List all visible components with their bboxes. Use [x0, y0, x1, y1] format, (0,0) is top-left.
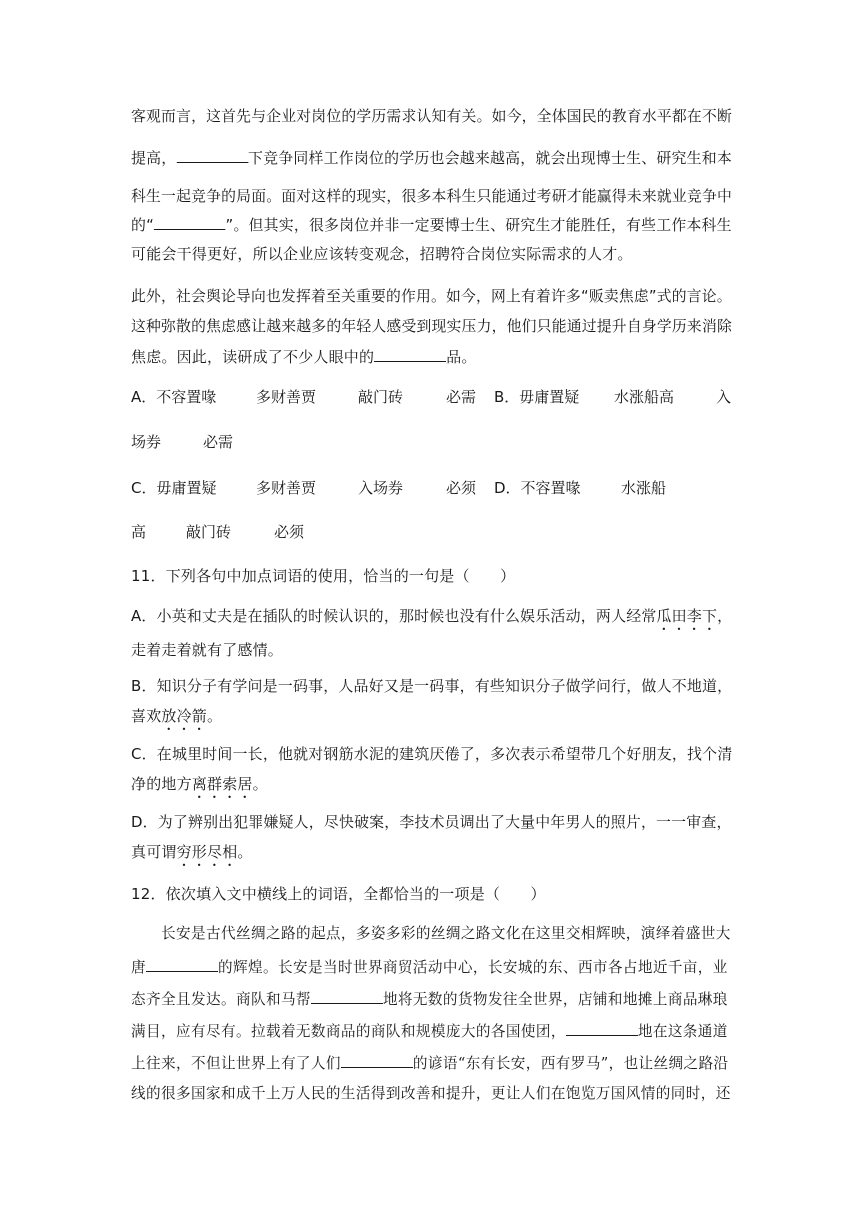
text: 客观而言，这首先与企业对岗位的学历需求认知有关。如今，全体国民的教育水平都在不断: [131, 107, 733, 125]
passage-line: [131, 147, 732, 168]
text: 科生一起竞争的局面。面对这样的现实，很多本科生只能通过考研才能赢得未来就业竞争中: [131, 187, 733, 205]
option-d-word: 水涨船: [621, 479, 667, 497]
option-d-word: 高: [131, 523, 147, 541]
q12-passage-line: [131, 956, 728, 978]
q11-option-b: [131, 706, 222, 734]
text: ”。但其实，很多岗位并非一定要博士生、研究生才能胜任，有些工作本科生: [225, 216, 732, 234]
text: ，: [717, 607, 733, 625]
passage-line: [131, 316, 732, 336]
option-b-word: 入: [716, 388, 732, 406]
fill-blank: [311, 988, 383, 1004]
dotted-phrase: 离群索居: [191, 775, 253, 793]
text: 态齐全且发达。商队和马帮: [131, 991, 311, 1008]
text: C．在城里时间一长，他就对钢筋水泥的建筑厌倦了，多次表示希望带几个好朋友，找个清: [131, 745, 733, 763]
text: 唐: [131, 959, 146, 976]
passage-line: [131, 214, 732, 235]
option-d-word: 必须: [274, 523, 305, 541]
text: 。: [252, 775, 268, 793]
option-c-word: 多财善贾: [256, 479, 317, 497]
option-b-word: 水涨船高: [614, 388, 675, 406]
q11-option-d: [131, 812, 732, 832]
text: 的“: [131, 216, 155, 234]
option-b: B．毋庸置疑: [494, 388, 580, 406]
option-b-word: 必需: [203, 433, 234, 451]
text: 下竞争同样工作岗位的学历也会越来越高，就会出现博士生、研究生和本: [248, 149, 733, 167]
text: 真可谓: [131, 843, 177, 861]
q12-passage-line: [161, 924, 731, 944]
option-a-word: 敲门砖: [358, 388, 404, 406]
text: B．知识分子有学问是一码事，人品好又是一码事，有些知识分子做学问行，做人不地道，: [131, 677, 733, 695]
dotted-phrase: 穷形尽相: [176, 843, 238, 861]
q12-passage-line: [131, 1020, 728, 1042]
q12-passage-line: [131, 1052, 729, 1074]
passage-line: [131, 244, 633, 264]
text: D．为了辨别出犯罪嫌疑人，尽快破案，李技术员调出了大量中年男人的照片，一一审查，: [131, 813, 732, 831]
text: 走着走着就有了感情。: [131, 641, 284, 659]
q12-passage-line: [131, 988, 728, 1010]
text: 提高，: [131, 149, 177, 167]
q11-option-d: [131, 842, 253, 870]
text: 可能会干得更好，所以企业应该转变观念，招聘符合岗位实际需求的人才。: [131, 245, 633, 263]
text: 的辉煌。长安是当时世界商贸活动中心，长安城的东、西市各占地近千亩，业: [218, 959, 728, 976]
text: 的谚语“东有长安，西有罗马”，也让丝绸之路沿: [412, 1055, 729, 1072]
text: 这种弥散的焦虑感让越来越多的年轻人感受到现实压力，他们只能通过提升自身学历来消除: [131, 317, 733, 335]
text: 。: [237, 843, 253, 861]
option-a-word: 必需: [446, 388, 477, 406]
text: 品。: [446, 348, 477, 366]
fill-blank: [176, 147, 248, 163]
option-a-word: 多财善贾: [256, 388, 317, 406]
text: 长安是古代丝绸之路的起点，多姿多彩的丝绸之路文化在这里交相辉映，演绎着盛世大: [161, 925, 731, 942]
option-a: A．不容置喙: [131, 388, 217, 406]
q11-option-c: [131, 744, 732, 764]
text: 11．下列各句中加点词语的使用，恰当的一句是（ ）: [131, 567, 516, 585]
text: 线的很多国家和成千上万人民的生活得到改善和提升，更让人们在饱览万国风情的同时，还: [131, 1085, 731, 1102]
text: A．小英和丈夫是在插队的时候认识的，那时候也没有什么娱乐活动，两人经常: [131, 607, 657, 625]
question-stem: [131, 884, 546, 904]
passage-line: [131, 286, 732, 306]
q11-option-c: [131, 774, 268, 802]
text: 喜欢: [131, 707, 162, 725]
fill-blank: [566, 1020, 638, 1036]
dotted-phrase: 瓜田李下: [656, 607, 718, 625]
text: 此外，社会舆论导向也发挥着至关重要的作用。如今，网上有着许多“贩卖焦虑”式的言论。: [131, 287, 732, 305]
option-c-word: 入场券: [358, 479, 404, 497]
dotted-phrase: 放冷箭: [161, 707, 208, 725]
option-c: C．毋庸置疑: [131, 479, 217, 497]
passage-line: [131, 186, 732, 206]
text: 焦虑。因此，读研成了不少人眼中的: [131, 348, 375, 366]
text: 上往来，不但让世界上有了人们: [131, 1055, 341, 1072]
option-c-word: 必须: [446, 479, 477, 497]
option-d: D．不容置喙: [494, 479, 581, 497]
fill-blank: [374, 346, 446, 362]
q12-passage-line: [131, 1084, 731, 1104]
passage-line: [131, 106, 732, 126]
q11-option-a: [131, 640, 283, 660]
text: 满目，应有尽有。拉载着无数商品的商队和规模庞大的各国使团，: [131, 1023, 566, 1040]
text: 地将无数的货物发往全世界，店铺和地摊上商品琳琅: [382, 991, 728, 1008]
text: 净的地方: [131, 775, 192, 793]
q11-option-a: [131, 606, 732, 634]
text: 地在这条通道: [637, 1023, 728, 1040]
fill-blank: [341, 1052, 413, 1068]
fill-blank: [146, 956, 218, 972]
option-b-word: 场券: [131, 433, 162, 451]
option-d-word: 敲门砖: [186, 523, 232, 541]
text: 12．依次填入文中横线上的词语，全都恰当的一项是（ ）: [131, 885, 546, 903]
passage-line: [131, 346, 477, 367]
fill-blank: [154, 214, 226, 230]
q11-option-b: [131, 676, 732, 696]
question-stem: [131, 566, 515, 586]
text: 。: [207, 707, 223, 725]
